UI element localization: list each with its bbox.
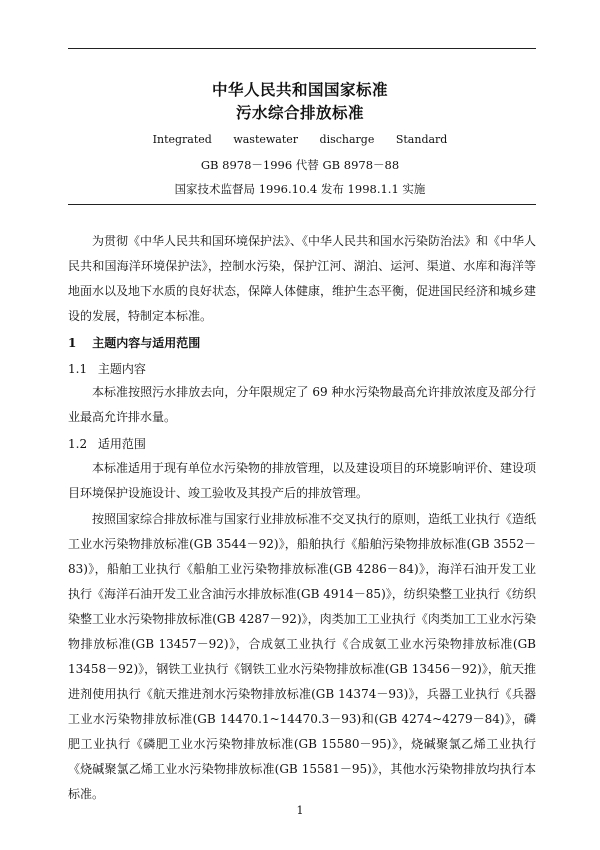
section-1-2-paragraph-b: 按照国家综合排放标准与国家行业排放标准不交叉执行的原则，造纸工业执行《造纸工业水污染物排放标准(GB 3544－92)》，船舶执行《船舶污染物排放标准(GB 3552－83)》，船舶工业执行《船舶工业污染物排放标准(GB 4286－84)》，海洋石油开发工业执行《海洋石油开发工业含油污水排放标准(GB 4914－85)》，纺织染整工业执行《纺织染整工业水污染物排放标准(GB 4287－92)》，肉类加工工业执行《肉类加工工业水污染物排放标准(GB 13457－92)》，合成氨工业执行《合成氨工业水污染物排放标准(GB 13458－92)》，钢铁工业执行《钢铁工业水污染物排放标准(GB 13456－92)》，航天推进剂使用执行《航天推进剂水污染物排放标准(GB 14374－93)》，兵器工业执行《兵器工业水污染物排放标准(GB 14470.1~14470.3－93)和(GB 4274~4279－84)》，磷肥工业执行《磷肥工业水污染物排放标准(GB 15580－95)》，烧碱聚氯乙烯工业执行《烧碱聚氯乙烯工业水污染物排放标准(GB 15581－95)》，其他水污染物排放均执行本标准。 [68,512,537,801]
top-rule [68,48,536,49]
document-title-line1: 中华人民共和国国家标准 [211,80,388,99]
section-1-1-heading [68,360,146,377]
standard-code: GB 8978－1996 代替 GB 8978－88 [200,158,400,172]
issue-info: 国家技术监督局 1996.10.4 发布 1998.1.1 实施 [174,182,426,196]
section-1-1-paragraph: 本标准按照污水排放去向，分年限规定了 69 种水污染物最高允许排放浓度及部分行业最高允许排水量。 [68,385,536,424]
preface-paragraph: 为贯彻《中华人民共和国环境保护法》、《中华人民共和国水污染防治法》和《中华人民共和国海洋环境保护法》，控制水污染，保护江河、湖泊、运河、渠道、水库和海洋等地面水以及地下水质的良好状态，保障人体健康，维护生态平衡，促进国民经济和城乡建设的发展，特制定本标准。 [68,234,537,323]
section-1-number: 1 [68,336,77,350]
section-1-1-number: 1.1 [68,362,88,376]
english-title: Integrated wastewater discharge Standard [152,133,448,146]
section-1-title: 主题内容与适用范围 [92,336,201,350]
section-1-2-number: 1.2 [68,437,88,451]
section-1-2-paragraph-a: 本标准适用于现有单位水污染物的排放管理，以及建设项目的环境影响评价、建设项目环境保护设施设计、竣工验收及其投产后的排放管理。 [68,461,537,500]
section-1-1-title: 主题内容 [97,362,146,376]
section-1-heading [68,334,200,351]
page-number: 1 [296,804,304,817]
document-title-line2: 污水综合排放标准 [235,103,364,122]
header-bottom-rule [68,204,536,205]
section-1-2-title: 适用范围 [97,437,146,451]
section-1-2-heading [68,435,146,452]
